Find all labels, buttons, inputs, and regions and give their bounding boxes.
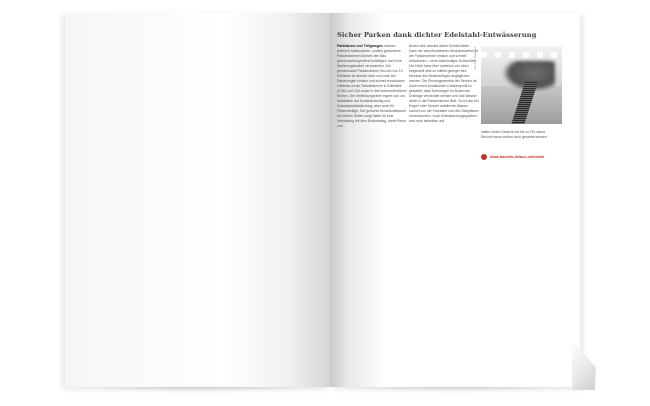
- article-column-1-text: müssen jederzeit funktionieren; undicht gewordene Parkdeckrinnen können den Bau geschossübergreifend schädigen und hohe Sanierungskosten verursachen. Die gemeinsame Parkdeckrinne Securin von 10 Edelstahl ist absolut dicht und auch bei Sanierungen einfach und schnell einzubauen. Lieferbar ist die Parkdeckrinne in Edelstahl (CrNi) und V4A sowie in drei unterschiedlichen Breiten. Die Verbindungsrinne eignet sich zur Installation auf Kunstharzbelag und Gussasphaltabdichtung, aber auch für Fliesenbeläge. Der gelochte Anschlussflansch auf beiden Seiten sorgt dabei für eine Verkrallung mit dem Bodenbelag, damit Rinne und: [337, 44, 407, 128]
- info-circle-icon: [481, 154, 487, 160]
- article-lead: Parkhäuser und Tiefgaragen: [337, 44, 383, 48]
- article-column-1: [337, 44, 407, 129]
- parking-garage-photo: [481, 46, 562, 124]
- page-curl: [572, 340, 596, 390]
- article-column-2: Boden eine absolut dichte Einheit bilden. Dank der verschraubbaren Modulbauweise ist die Parkdeckrinne einfach und schnell einzubauen – ohne aufwendiges Schweißen. Die Höhe kann über stufenlos von oben eingestellt sind so mittels geringer des Niveaus des Bodenbelages angeglichen werden. Die Rinnengeometrie der Securin ist durch einen zusätzlichen Dreikantprofil so gestaltet, dass Dehnungen im Boden als Drainage verwendet werden und das Wasser direkt in die Parkdeckrinne läuft. So ist das bei Regen oder Schnee anfallende Wasser schnell von der Fahrbahn und den Stellplätzen verschwunden. Auch Entwässerungssysteme sind sehr belastbar und: [409, 44, 479, 123]
- article-link[interactable]: www.bauinfo.de/aco-edelstahl: [490, 155, 545, 159]
- photo-caption: Foto: ACO Passavant: [474, 47, 477, 70]
- article-link-row[interactable]: [481, 153, 571, 161]
- article-column-3: halten einem Gewicht mit bis zu 25 t stand. Securin muss zudem nicht gewartet werden.: [481, 130, 548, 139]
- ceiling-lights: [481, 52, 562, 58]
- article-heading: Sicher Parken dank dichter Edelstahl-Entwässerung: [337, 31, 537, 39]
- left-page-blank: [65, 13, 330, 387]
